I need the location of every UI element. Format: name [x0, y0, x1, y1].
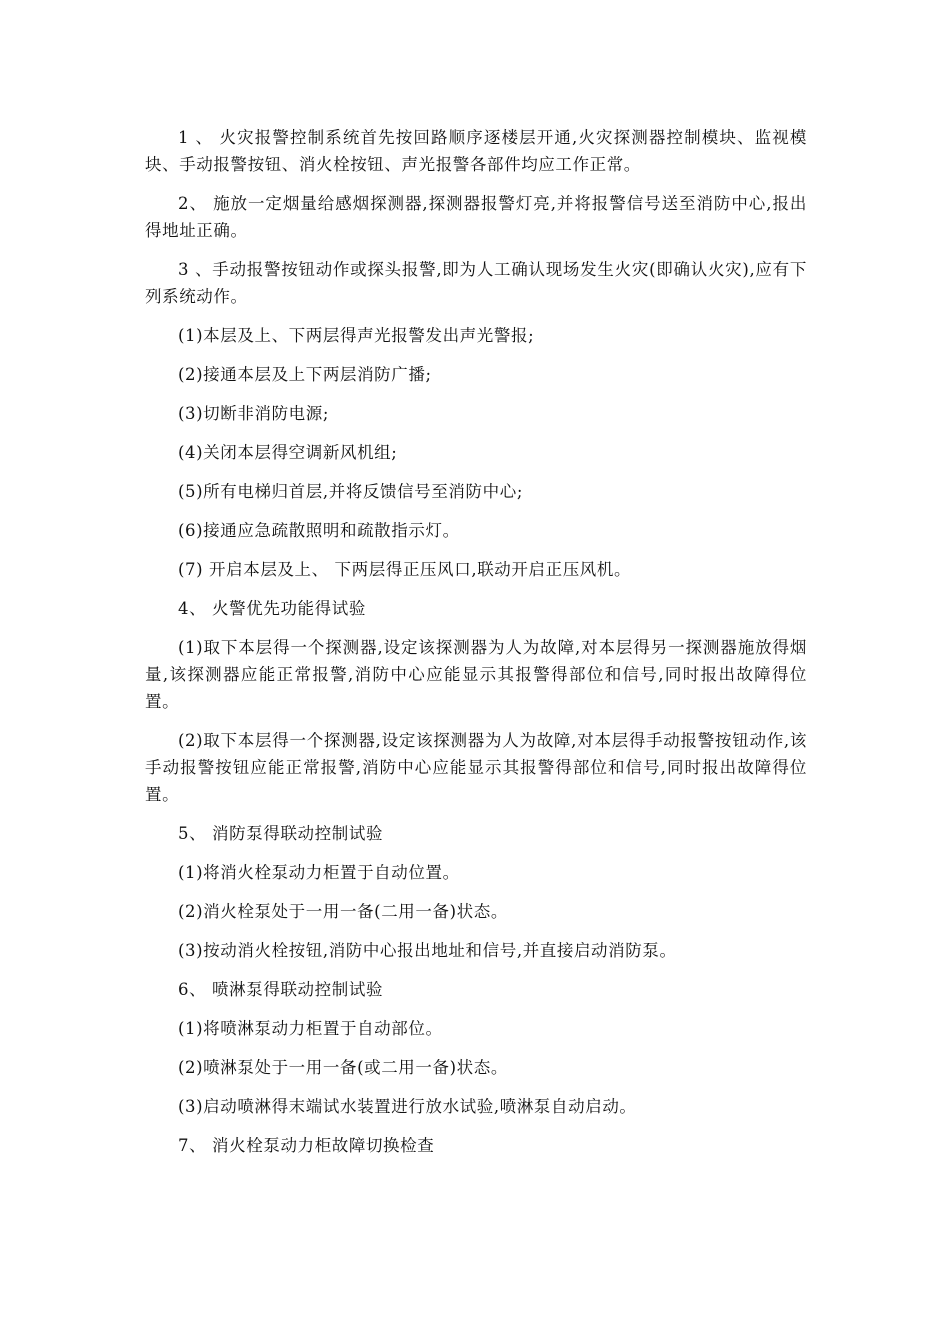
section-heading: 5、 消防泵得联动控制试验 — [178, 824, 384, 843]
section-heading: 4、 火警优先功能得试验 — [178, 599, 366, 618]
document-body — [145, 124, 807, 1171]
paragraph: (2)取下本层得一个探测器,设定该探测器为人为故障,对本层得手动报警按钮动作,该手动报警按钮应能正常报警,消防中心应能显示其报警得部位和信号,同时报出故障得位置。 — [145, 731, 807, 804]
paragraph: (1)取下本层得一个探测器,设定该探测器为人为故障,对本层得另一探测器施放得烟量,该探测器应能正常报警,消防中心应能显示其报警得部位和信号,同时报出故障得位置。 — [145, 638, 807, 711]
paragraph: (3)按动消火栓按钮,消防中心报出地址和信号,并直接启动消防泵。 — [178, 941, 677, 960]
paragraph: (1)本层及上、下两层得声光报警发出声光警报; — [178, 326, 535, 345]
paragraph: (5)所有电梯归首层,并将反馈信号至消防中心; — [178, 482, 523, 501]
paragraph: (1)将喷淋泵动力柜置于自动部位。 — [178, 1019, 443, 1038]
paragraph: (1)将消火栓泵动力柜置于自动位置。 — [178, 863, 460, 882]
paragraph: (4)关闭本层得空调新风机组; — [178, 443, 398, 462]
section-heading: 7、 消火栓泵动力柜故障切换检查 — [178, 1136, 435, 1155]
paragraph: 1 、 火灾报警控制系统首先按回路顺序逐楼层开通,火灾探测器控制模块、监视模块、手动报警按钮、消火栓按钮、声光报警各部件均应工作正常。 — [145, 128, 807, 174]
paragraph: 2、 施放一定烟量给感烟探测器,探测器报警灯亮,并将报警信号送至消防中心,报出得地址正确。 — [145, 194, 807, 240]
paragraph: 3 、手动报警按钮动作或探头报警,即为人工确认现场发生火灾(即确认火灾),应有下列系统动作。 — [145, 260, 807, 306]
paragraph: (2)喷淋泵处于一用一备(或二用一备)状态。 — [178, 1058, 508, 1077]
paragraph: (7) 开启本层及上、 下两层得正压风口,联动开启正压风机。 — [178, 560, 632, 579]
section-heading: 6、 喷淋泵得联动控制试验 — [178, 980, 384, 999]
paragraph: (3)切断非消防电源; — [178, 404, 330, 423]
paragraph: (2)接通本层及上下两层消防广播; — [178, 365, 432, 384]
paragraph: (3)启动喷淋得末端试水装置进行放水试验,喷淋泵自动启动。 — [178, 1097, 637, 1116]
paragraph: (6)接通应急疏散照明和疏散指示灯。 — [178, 521, 460, 540]
paragraph: (2)消火栓泵处于一用一备(二用一备)状态。 — [178, 902, 508, 921]
